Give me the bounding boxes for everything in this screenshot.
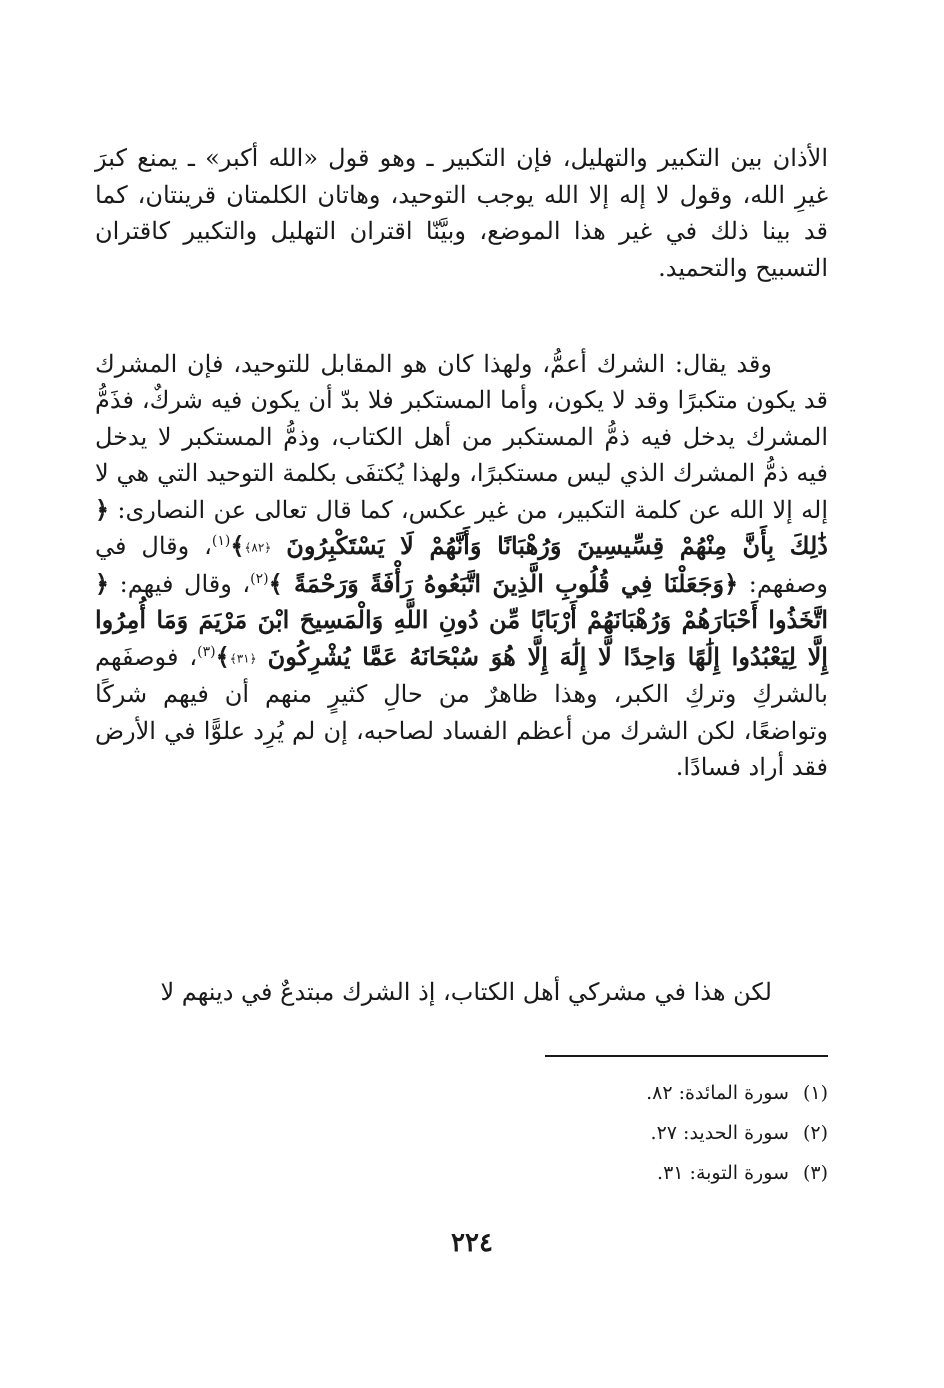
footnote-text: سورة المائدة: ٨٢.	[646, 1082, 789, 1104]
quran-quote-3: ﴿ اتَّخَذُوا أَحْبَارَهُمْ وَرُهْبَانَهُمْ أَرْبَابًا مِّن دُونِ اللَّهِ وَالْمَسِيحَ ابْنَ مَرْيَمَ وَمَا أُمِرُوا إِلَّا لِيَعْبُدُوا إِلَٰهًا وَاحِدًا لَّا إِلَٰهَ إِلَّا هُوَ سُبْحَانَهُ عَمَّا يُشْرِكُونَ	[95, 568, 828, 671]
paragraph-1-text: الأذان بين التكبير والتهليل، فإن التكبير ـ وهو قول «الله أكبر» ـ يمنع كبرَ غيرِ الله، وقول لا إله إلا الله يوجب التوحيد، وهاتان الكلمتان قرينتان، كما قد بينا ذلك في غير هذا الموضع، وبيَّنّا اقتران التهليل والتكبير كاقتران التسبيح والتحميد.	[95, 144, 828, 282]
ayah-marker-3: ﴿٣١﴾	[229, 650, 257, 665]
quran-quote-3-close: ﴾	[215, 641, 230, 671]
paragraph-2-intro: وقد يقال: الشرك أعمُّ، ولهذا كان هو المقابل للتوحيد، فإن المشرك قد يكون متكبرًا وقد لا يكون، وأما المستكبر فلا بدّ أن يكون فيه شركٌ، فذَمُّ المشرك يدخل فيه ذمُّ المستكبر من أهل الكتاب، وذمُّ المستكبر لا يدخل فيه ذمُّ المشرك الذي ليس مستكبرًا، ولهذا يُكتفَى بكلمة التوحيد التي هي لا إله إلا الله عن كلمة التكبير، من غير عكس، كما قال تعالى عن النصارى:	[95, 350, 828, 524]
footnote-item	[95, 1113, 828, 1153]
ayah-marker-1: ﴿٨٢﴾	[244, 540, 272, 555]
footnote-ref-1[interactable]: (١)	[211, 533, 231, 550]
footnote-ref-2[interactable]: (٢)	[250, 570, 269, 587]
footnote-text: سورة التوبة: ٣١.	[657, 1162, 789, 1184]
footnote-item	[95, 1073, 828, 1113]
footnote-ref-3[interactable]: (٣)	[197, 643, 216, 660]
footnote-divider	[545, 1055, 828, 1057]
paragraph-3	[95, 974, 828, 1010]
paragraph-2	[95, 346, 828, 785]
footnote-text: سورة الحديد: ٢٧.	[650, 1122, 789, 1144]
footnote-number: (٣)	[802, 1162, 828, 1184]
page-number: ٢٢٤	[451, 1228, 493, 1258]
footnote-item	[95, 1153, 828, 1193]
footnotes	[95, 1073, 828, 1193]
quran-quote-1: ﴿ ذَٰلِكَ بِأَنَّ مِنْهُمْ قِسِّيسِينَ وَرُهْبَانًا وَأَنَّهُمْ لَا يَسْتَكْبِرُونَ	[95, 494, 828, 561]
paragraph-3-text: لكن هذا في مشركي أهل الكتاب، إذ الشرك مبتدعٌ في دينهم لا	[160, 978, 772, 1006]
quran-quote-1-close: ﴾	[230, 531, 245, 561]
footnote-number: (١)	[802, 1082, 828, 1104]
paragraph-1	[95, 140, 828, 286]
connector-1: ، وقال في وصفهم:	[95, 532, 828, 598]
connector-2: ، وقال فيهم:	[119, 569, 251, 598]
footnote-number: (٢)	[802, 1122, 828, 1144]
quran-quote-2: ﴿وَجَعَلْنَا فِي قُلُوبِ الَّذِينَ اتَّبَعُوهُ رَأْفَةً وَرَحْمَةً ﴾	[268, 568, 739, 598]
paragraph-2-end: ، فوصفَهم بالشركِ وتركِ الكبر، وهذا ظاهرٌ من حالِ كثيرٍ منهم أن فيهم شركًا وتواضعًا، لكن الشرك من أعظم الفساد لصاحبه، إن لم يُرِد علوًّا في الأرض فقد أراد فسادًا.	[95, 642, 828, 782]
